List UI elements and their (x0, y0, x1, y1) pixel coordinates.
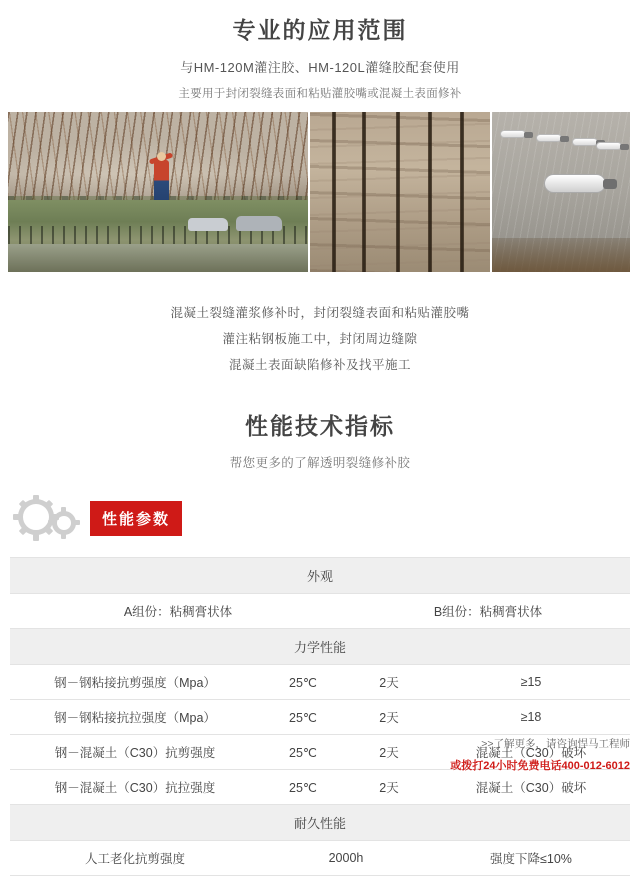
spec-value: 混凝土（C30）破坏 (432, 770, 630, 805)
spec-duration: 2000h (260, 841, 432, 876)
wall-groove-photo (310, 112, 490, 272)
spec-temperature: 25℃ (260, 770, 346, 805)
spec-table (10, 557, 630, 876)
status-badge: 性能参数 (90, 501, 182, 536)
injection-nozzle (536, 134, 562, 142)
crack-groove (396, 112, 400, 272)
footer-hotline-text[interactable]: 或拨打24小时免费电话400-012-6012 (450, 760, 630, 772)
crack-groove (332, 112, 336, 272)
injection-nozzle-foreground (544, 174, 606, 193)
spec-value: 强度下降≤10% (432, 841, 630, 876)
gears-icon (14, 497, 86, 539)
photo-gallery (0, 112, 640, 272)
group-header-mechanical: 力学性能 (10, 629, 630, 665)
spec-temperature: 25℃ (260, 700, 346, 735)
spec-item: 钢－钢粘接抗拉强度（Mpa） (10, 700, 260, 735)
spec-duration: 2天 (346, 700, 432, 735)
performance-badge-row (14, 497, 640, 539)
table-row-group-appearance (10, 558, 630, 594)
crack-groove (362, 112, 366, 272)
worker-head (157, 152, 166, 161)
caption-line: 混凝土裂缝灌浆修补时，封闭裂缝表面和粘贴灌胶嘴 (170, 306, 470, 320)
soil-strip (492, 238, 630, 272)
injection-nozzle (572, 138, 598, 146)
application-captions (0, 300, 640, 378)
spec-temperature: 25℃ (260, 665, 346, 700)
performance-section-header (0, 408, 640, 471)
appearance-component-b: B组份：粘稠膏状体 (346, 594, 630, 629)
spec-item: 钢－钢粘接抗剪强度（Mpa） (10, 665, 260, 700)
parked-car-2 (236, 216, 282, 231)
spec-item: 人工老化抗剪强度 (10, 841, 260, 876)
application-subtitle-primary: 与HM-120M灌注胶、HM-120L灌缝胶配套使用 (180, 60, 460, 75)
gear-tooth (74, 520, 80, 525)
crack-groove (460, 112, 464, 272)
crack-groove (428, 112, 432, 272)
application-scope-section (0, 0, 640, 101)
application-subtitle-secondary: 主要用于封闭裂缝表面和粘贴灌胶嘴或混凝土表面修补 (178, 88, 462, 100)
spec-duration: 2天 (346, 665, 432, 700)
section-title: 性能技术指标 (245, 413, 395, 439)
page-title: 专业的应用范围 (232, 17, 408, 43)
gear-tooth (61, 533, 66, 539)
table-row-group-mechanical (10, 629, 630, 665)
gear-tooth (13, 514, 20, 520)
injection-nozzle (596, 142, 622, 150)
ground-area (8, 200, 308, 272)
ceiling-crack-photo (8, 112, 308, 272)
gear-tooth (33, 495, 39, 502)
spec-item: 钢－混凝土（C30）抗拉强度 (10, 770, 260, 805)
gear-tooth (33, 534, 39, 541)
group-header-appearance: 外观 (10, 558, 630, 594)
table-row-group-durability (10, 805, 630, 841)
spec-duration: 2天 (346, 770, 432, 805)
footer-inquiry-text[interactable]: >>了解更多，请咨询悍马工程师 (481, 738, 630, 750)
spec-value: ≥18 (432, 700, 630, 735)
injection-nozzle (500, 130, 526, 138)
gear-tooth (61, 507, 66, 513)
table-row (10, 841, 630, 876)
injection-nozzle-photo (492, 112, 630, 272)
spec-temperature: 25℃ (260, 735, 346, 770)
table-row (10, 594, 630, 629)
table-row (10, 700, 630, 735)
parked-car-1 (188, 218, 228, 231)
caption-line: 混凝土表面缺陷修补及找平施工 (228, 358, 411, 372)
footer-contact (450, 735, 630, 775)
spec-duration: 2天 (346, 735, 432, 770)
gear-tooth (48, 520, 54, 525)
group-header-durability: 耐久性能 (10, 805, 630, 841)
spec-item: 钢－混凝土（C30）抗剪强度 (10, 735, 260, 770)
spec-value: ≥15 (432, 665, 630, 700)
spec-value: 混凝土（C30）破坏 (432, 735, 630, 770)
gear-tooth (45, 527, 53, 535)
table-row (10, 665, 630, 700)
appearance-component-a: A组份：粘稠膏状体 (10, 594, 346, 629)
caption-line: 灌注粘钢板施工中，封闭周边缝隙 (222, 332, 418, 346)
section-subtitle: 帮您更多的了解透明裂缝修补胶 (229, 456, 411, 470)
